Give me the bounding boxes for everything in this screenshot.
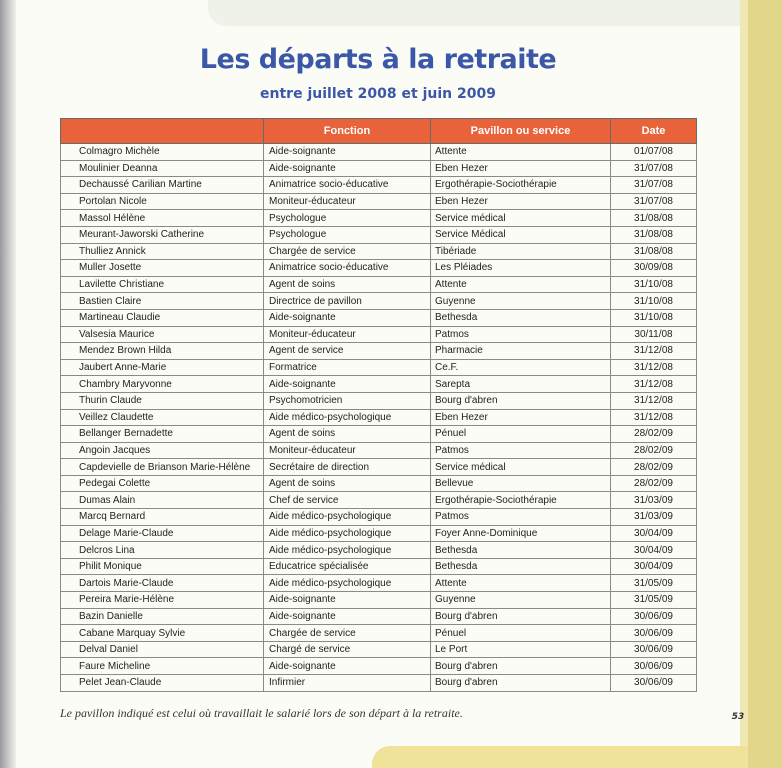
cell-pavillon: Sarepta bbox=[431, 376, 611, 393]
cell-fonction: Aide médico-psychologique bbox=[264, 525, 431, 542]
cell-pavillon: Patmos bbox=[431, 326, 611, 343]
cell-pavillon: Bethesda bbox=[431, 542, 611, 559]
cell-fonction: Formatrice bbox=[264, 359, 431, 376]
table-row bbox=[61, 144, 697, 161]
cell-name: Delcros Lina bbox=[61, 542, 264, 559]
cell-name: Pereira Marie-Hélène bbox=[61, 592, 264, 609]
table-row bbox=[61, 509, 697, 526]
cell-date: 30/06/09 bbox=[611, 658, 697, 675]
cell-fonction: Chargée de service bbox=[264, 243, 431, 260]
cell-pavillon: Foyer Anne-Dominique bbox=[431, 525, 611, 542]
cell-pavillon: Les Pléiades bbox=[431, 260, 611, 277]
cell-pavillon: Bethesda bbox=[431, 309, 611, 326]
header-fonction: Fonction bbox=[264, 119, 431, 144]
cell-date: 31/03/09 bbox=[611, 509, 697, 526]
cell-pavillon: Guyenne bbox=[431, 293, 611, 310]
cell-fonction: Aide médico-psychologique bbox=[264, 409, 431, 426]
cell-name: Thulliez Annick bbox=[61, 243, 264, 260]
table-row bbox=[61, 226, 697, 243]
cell-date: 31/05/09 bbox=[611, 575, 697, 592]
cell-fonction: Aide-soignante bbox=[264, 608, 431, 625]
cell-name: Angoin Jacques bbox=[61, 442, 264, 459]
cell-fonction: Psychomotricien bbox=[264, 392, 431, 409]
cell-pavillon: Attente bbox=[431, 575, 611, 592]
cell-fonction: Aide-soignante bbox=[264, 160, 431, 177]
cell-fonction: Agent de soins bbox=[264, 276, 431, 293]
bottom-decorative-band bbox=[372, 746, 748, 768]
cell-date: 31/12/08 bbox=[611, 343, 697, 360]
table-row bbox=[61, 160, 697, 177]
cell-name: Bellanger Bernadette bbox=[61, 426, 264, 443]
table-row bbox=[61, 558, 697, 575]
cell-pavillon: Ergothérapie-Sociothérapie bbox=[431, 177, 611, 194]
table-row bbox=[61, 542, 697, 559]
cell-name: Pedegai Colette bbox=[61, 475, 264, 492]
cell-name: Massol Hélène bbox=[61, 210, 264, 227]
retirements-table bbox=[60, 118, 697, 692]
table-row bbox=[61, 442, 697, 459]
cell-pavillon: Service médical bbox=[431, 210, 611, 227]
cell-pavillon: Pharmacie bbox=[431, 343, 611, 360]
cell-fonction: Animatrice socio-éducative bbox=[264, 177, 431, 194]
cell-fonction: Aide-soignante bbox=[264, 592, 431, 609]
cell-date: 30/04/09 bbox=[611, 525, 697, 542]
cell-pavillon: Patmos bbox=[431, 442, 611, 459]
cell-pavillon: Attente bbox=[431, 144, 611, 161]
cell-date: 31/12/08 bbox=[611, 392, 697, 409]
cell-date: 31/12/08 bbox=[611, 376, 697, 393]
cell-date: 01/07/08 bbox=[611, 144, 697, 161]
cell-date: 30/06/09 bbox=[611, 675, 697, 692]
cell-pavillon: Bourg d'abren bbox=[431, 658, 611, 675]
cell-name: Meurant-Jaworski Catherine bbox=[61, 226, 264, 243]
cell-name: Mendez Brown Hilda bbox=[61, 343, 264, 360]
cell-date: 28/02/09 bbox=[611, 426, 697, 443]
cell-pavillon: Patmos bbox=[431, 509, 611, 526]
cell-pavillon: Service Médical bbox=[431, 226, 611, 243]
cell-fonction: Aide-soignante bbox=[264, 309, 431, 326]
table-header-row bbox=[61, 119, 697, 144]
cell-fonction: Educatrice spécialisée bbox=[264, 558, 431, 575]
header-pavillon: Pavillon ou service bbox=[431, 119, 611, 144]
cell-fonction: Moniteur-éducateur bbox=[264, 442, 431, 459]
cell-date: 30/06/09 bbox=[611, 641, 697, 658]
table-row bbox=[61, 359, 697, 376]
cell-date: 31/10/08 bbox=[611, 276, 697, 293]
cell-fonction: Aide-soignante bbox=[264, 144, 431, 161]
cell-date: 31/03/09 bbox=[611, 492, 697, 509]
cell-name: Cabane Marquay Sylvie bbox=[61, 625, 264, 642]
table-row bbox=[61, 260, 697, 277]
cell-name: Colmagro Michèle bbox=[61, 144, 264, 161]
cell-pavillon: Service médical bbox=[431, 459, 611, 476]
cell-date: 30/06/09 bbox=[611, 625, 697, 642]
cell-fonction: Aide-soignante bbox=[264, 658, 431, 675]
table-row bbox=[61, 293, 697, 310]
cell-name: Pelet Jean-Claude bbox=[61, 675, 264, 692]
cell-date: 30/09/08 bbox=[611, 260, 697, 277]
cell-pavillon: Bourg d'abren bbox=[431, 675, 611, 692]
cell-date: 31/07/08 bbox=[611, 160, 697, 177]
table-row bbox=[61, 475, 697, 492]
cell-name: Philit Monique bbox=[61, 558, 264, 575]
cell-pavillon: Ce.F. bbox=[431, 359, 611, 376]
cell-fonction: Aide médico-psychologique bbox=[264, 509, 431, 526]
table-row bbox=[61, 392, 697, 409]
cell-fonction: Agent de soins bbox=[264, 475, 431, 492]
table-row bbox=[61, 276, 697, 293]
cell-name: Delval Daniel bbox=[61, 641, 264, 658]
table-row bbox=[61, 243, 697, 260]
cell-pavillon: Pénuel bbox=[431, 625, 611, 642]
cell-date: 31/10/08 bbox=[611, 293, 697, 310]
cell-fonction: Chargé de service bbox=[264, 641, 431, 658]
cell-fonction: Psychologue bbox=[264, 210, 431, 227]
cell-pavillon: Attente bbox=[431, 276, 611, 293]
cell-date: 31/05/09 bbox=[611, 592, 697, 609]
table-row bbox=[61, 641, 697, 658]
cell-fonction: Agent de service bbox=[264, 343, 431, 360]
table-row bbox=[61, 575, 697, 592]
cell-pavillon: Pénuel bbox=[431, 426, 611, 443]
cell-name: Dumas Alain bbox=[61, 492, 264, 509]
cell-date: 31/07/08 bbox=[611, 193, 697, 210]
cell-pavillon: Eben Hezer bbox=[431, 160, 611, 177]
cell-name: Marcq Bernard bbox=[61, 509, 264, 526]
cell-date: 30/04/09 bbox=[611, 558, 697, 575]
table-row bbox=[61, 309, 697, 326]
table-row bbox=[61, 177, 697, 194]
cell-date: 31/08/08 bbox=[611, 226, 697, 243]
table-row bbox=[61, 343, 697, 360]
cell-name: Dartois Marie-Claude bbox=[61, 575, 264, 592]
cell-date: 31/12/08 bbox=[611, 359, 697, 376]
cell-name: Dechaussé Carilian Martine bbox=[61, 177, 264, 194]
book-spine-shadow bbox=[0, 0, 16, 768]
cell-name: Martineau Claudie bbox=[61, 309, 264, 326]
cell-pavillon: Eben Hezer bbox=[431, 193, 611, 210]
cell-pavillon: Bourg d'abren bbox=[431, 608, 611, 625]
table-row bbox=[61, 210, 697, 227]
cell-fonction: Chef de service bbox=[264, 492, 431, 509]
cell-date: 31/08/08 bbox=[611, 243, 697, 260]
table-row bbox=[61, 592, 697, 609]
cell-fonction: Chargée de service bbox=[264, 625, 431, 642]
right-page-edge bbox=[740, 0, 748, 768]
cell-pavillon: Le Port bbox=[431, 641, 611, 658]
table-row bbox=[61, 492, 697, 509]
cell-date: 28/02/09 bbox=[611, 475, 697, 492]
cell-name: Valsesia Maurice bbox=[61, 326, 264, 343]
header-name bbox=[61, 119, 264, 144]
cell-name: Capdevielle de Brianson Marie-Hélène bbox=[61, 459, 264, 476]
cell-fonction: Aide médico-psychologique bbox=[264, 575, 431, 592]
cell-pavillon: Guyenne bbox=[431, 592, 611, 609]
header-date: Date bbox=[611, 119, 697, 144]
cell-fonction: Moniteur-éducateur bbox=[264, 326, 431, 343]
cell-fonction: Moniteur-éducateur bbox=[264, 193, 431, 210]
cell-date: 28/02/09 bbox=[611, 459, 697, 476]
table-row bbox=[61, 376, 697, 393]
cell-date: 30/04/09 bbox=[611, 542, 697, 559]
cell-name: Chambry Maryvonne bbox=[61, 376, 264, 393]
cell-name: Delage Marie-Claude bbox=[61, 525, 264, 542]
cell-name: Moulinier Deanna bbox=[61, 160, 264, 177]
cell-name: Bastien Claire bbox=[61, 293, 264, 310]
table-row bbox=[61, 675, 697, 692]
cell-pavillon: Bellevue bbox=[431, 475, 611, 492]
table-row bbox=[61, 459, 697, 476]
cell-fonction: Agent de soins bbox=[264, 426, 431, 443]
table-row bbox=[61, 326, 697, 343]
page-subtitle: entre juillet 2008 et juin 2009 bbox=[260, 86, 496, 102]
table-body bbox=[61, 144, 697, 692]
cell-pavillon: Bourg d'abren bbox=[431, 392, 611, 409]
cell-fonction: Directrice de pavillon bbox=[264, 293, 431, 310]
cell-fonction: Aide médico-psychologique bbox=[264, 542, 431, 559]
cell-fonction: Aide-soignante bbox=[264, 376, 431, 393]
cell-name: Portolan Nicole bbox=[61, 193, 264, 210]
top-decorative-tab bbox=[208, 0, 748, 26]
cell-fonction: Infirmier bbox=[264, 675, 431, 692]
table-row bbox=[61, 426, 697, 443]
cell-date: 30/11/08 bbox=[611, 326, 697, 343]
cell-date: 31/08/08 bbox=[611, 210, 697, 227]
cell-date: 31/12/08 bbox=[611, 409, 697, 426]
cell-fonction: Secrétaire de direction bbox=[264, 459, 431, 476]
page-number: 53 bbox=[731, 712, 745, 722]
footnote: Le pavillon indiqué est celui où travaillait le salarié lors de son départ à la retraite. bbox=[60, 706, 463, 720]
cell-pavillon: Tibériade bbox=[431, 243, 611, 260]
cell-fonction: Animatrice socio-éducative bbox=[264, 260, 431, 277]
cell-fonction: Psychologue bbox=[264, 226, 431, 243]
table-row bbox=[61, 608, 697, 625]
cell-name: Thurin Claude bbox=[61, 392, 264, 409]
page-title: Les départs à la retraite bbox=[199, 44, 557, 75]
cell-date: 31/07/08 bbox=[611, 177, 697, 194]
table-row bbox=[61, 193, 697, 210]
cell-name: Jaubert Anne-Marie bbox=[61, 359, 264, 376]
cell-name: Muller Josette bbox=[61, 260, 264, 277]
cell-name: Veillez Claudette bbox=[61, 409, 264, 426]
cell-date: 30/06/09 bbox=[611, 608, 697, 625]
cell-date: 28/02/09 bbox=[611, 442, 697, 459]
table-row bbox=[61, 658, 697, 675]
cell-date: 31/10/08 bbox=[611, 309, 697, 326]
cell-name: Faure Micheline bbox=[61, 658, 264, 675]
table-row bbox=[61, 625, 697, 642]
right-decorative-band bbox=[748, 0, 782, 768]
cell-name: Bazin Danielle bbox=[61, 608, 264, 625]
table-row bbox=[61, 409, 697, 426]
cell-pavillon: Ergothérapie-Sociothérapie bbox=[431, 492, 611, 509]
cell-pavillon: Bethesda bbox=[431, 558, 611, 575]
cell-pavillon: Eben Hezer bbox=[431, 409, 611, 426]
table-row bbox=[61, 525, 697, 542]
cell-name: Lavilette Christiane bbox=[61, 276, 264, 293]
